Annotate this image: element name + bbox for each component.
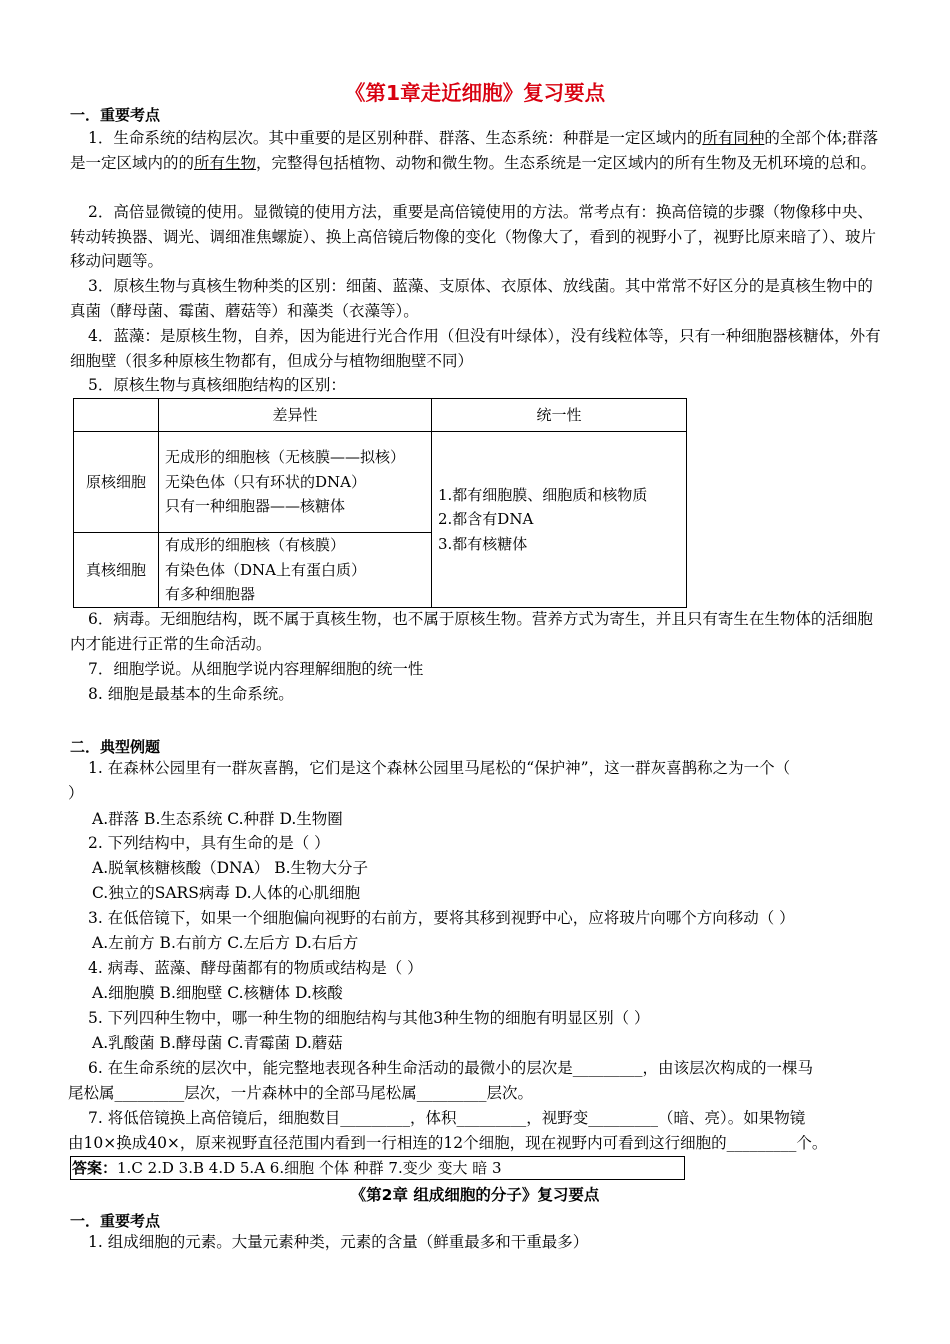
header-unity: 统一性 [432, 399, 687, 432]
table-corner-cell [74, 399, 159, 432]
question-2-options-2: C.独立的SARS病毒 D.人体的心肌细胞 [92, 884, 361, 902]
paragraph-1-text-b: 的全部个体;群落是一定区域内的的 [70, 129, 879, 172]
unity-3: 3.都有核糖体 [438, 534, 528, 553]
unity-2: 2.都含有DNA [438, 510, 534, 528]
comparison-table [73, 398, 687, 608]
paragraph-2: 2．高倍显微镜的使用。显微镜的使用方法，重要是高倍镜使用的方法。常考点有：换高倍镜的步骤（物像移中央、转动转换器、调光、调细准焦螺旋）、换上高倍镜后物像的变化（物像大了，看到的视野小了，视野比原来暗了）、玻片移动问题等。 [70, 203, 877, 270]
row-label-eukaryote: 真核细胞 [74, 533, 159, 608]
section2-heading: 二．典型例题 [70, 738, 161, 756]
eukaryote-diff-1: 有成形的细胞核（有核膜） [165, 536, 346, 554]
prokaryote-diff-3: 只有一种细胞器——核糖体 [165, 497, 346, 516]
paragraph-8: 8. 细胞是最基本的生命系统。 [88, 685, 294, 703]
question-7: 7. 将低倍镜换上高倍镜后，细胞数目_________，体积_________，视野变_________（暗、亮）。如果物镜 [88, 1109, 806, 1127]
eukaryote-diff-cell [159, 533, 432, 608]
underline-all-same-species: 所有同种 [702, 129, 765, 147]
unity-1: 1.都有细胞膜、细胞质和核物质 [438, 485, 648, 504]
paragraph-4: 4．蓝藻：是原核生物，自养，因为能进行光合作用（但没有叶绿体），没有线粒体等，只有一种细胞器核糖体，外有细胞壁（很多种原核生物都有，但成分与植物细胞壁不同） [70, 327, 881, 370]
question-6-cont: 尾松属_________层次，一片森林中的全部马尾松属_________层次。 [68, 1084, 534, 1102]
question-4: 4. 病毒、蓝藻、酵母菌都有的物质或结构是（ ） [88, 959, 423, 977]
row-label-prokaryote: 原核细胞 [74, 432, 159, 533]
question-2-options-1: A.脱氧核糖核酸（DNA） B.生物大分子 [92, 859, 369, 877]
paragraph-6: 6．病毒。无细胞结构，既不属于真核生物，也不属于原核生物。营养方式为寄生，并且只有寄生在生物体的活细胞内才能进行正常的生命活动。 [70, 610, 873, 653]
question-1: 1. 在森林公园里有一群灰喜鹊，它们是这个森林公园里马尾松的“保护神”，这一群灰喜鹊称之为一个（ [88, 759, 791, 777]
paragraph-1-text-c: ，完整得包括植物、动物和微生物。生态系统是一定区域内的所有生物及无机环境的总和。 [256, 153, 877, 172]
question-5: 5. 下列四种生物中，哪一种生物的细胞结构与其他3种生物的细胞有明显区别（ ） [88, 1009, 650, 1027]
paragraph-3: 3．原核生物与真核生物种类的区别：细菌、蓝藻、支原体、衣原体、放线菌。其中常常不好区分的是真核生物中的真菌（酵母菌、霉菌、蘑菇等）和藻类（衣藻等）。 [70, 277, 873, 320]
section1-heading: 一．重要考点 [70, 106, 161, 124]
table-row-prokaryote [74, 432, 687, 533]
chapter2-title: 《第2章 组成细胞的分子》复习要点 [350, 1186, 600, 1204]
paragraph-5: 5．原核生物与真核细胞结构的区别： [88, 376, 346, 394]
question-7-cont: 由10×换成40×，原来视野直径范围内看到一行相连的12个细胞，现在视野内可看到这行细胞的_________个。 [68, 1134, 828, 1152]
paragraph-1-text-a: 1．生命系统的结构层次。其中重要的是区别种群、群落、生态系统：种群是一定区域内的 [88, 129, 703, 147]
question-6: 6. 在生命系统的层次中，能完整地表现各种生命活动的最微小的层次是_________，由该层次构成的一棵马 [88, 1059, 813, 1077]
unity-cell [432, 432, 687, 608]
paragraph-7: 7．细胞学说。从细胞学说内容理解细胞的统一性 [88, 660, 424, 678]
answer-label: 答案： [72, 1159, 118, 1177]
question-1-options: A.群落 B.生态系统 C.种群 D.生物圈 [92, 810, 343, 828]
question-2: 2. 下列结构中，具有生命的是（ ） [88, 834, 330, 852]
question-1-end: ） [68, 784, 84, 802]
header-diff: 差异性 [159, 399, 432, 432]
chapter1-title: 《第1章走近细胞》复习要点 [344, 81, 606, 105]
question-3: 3. 在低倍镜下，如果一个细胞偏向视野的右前方，要将其移到视野中心，应将玻片向哪个方向移动（ ） [88, 909, 795, 927]
eukaryote-diff-2: 有染色体（DNA上有蛋白质） [165, 560, 366, 579]
underline-all-organisms: 所有生物 [194, 153, 257, 172]
prokaryote-diff-2: 无染色体（只有环状的DNA） [165, 472, 366, 491]
prokaryote-diff-cell [159, 432, 432, 533]
question-5-options: A.乳酸菌 B.酵母菌 C.青霉菌 D.蘑菇 [92, 1034, 343, 1052]
answer-box [70, 1156, 685, 1180]
section3-heading: 一．重要考点 [70, 1212, 161, 1230]
chapter2-paragraph-1: 1. 组成细胞的元素。大量元素种类，元素的含量（鲜重最多和干重最多） [88, 1233, 589, 1251]
question-3-options: A.左前方 B.右前方 C.左后方 D.右后方 [92, 934, 359, 952]
table-header-row [74, 399, 687, 432]
paragraph-1 [70, 126, 882, 175]
question-4-options: A.细胞膜 B.细胞壁 C.核糖体 D.核酸 [92, 984, 343, 1002]
prokaryote-diff-1: 无成形的细胞核（无核膜——拟核） [165, 448, 406, 467]
eukaryote-diff-3: 有多种细胞器 [165, 585, 256, 603]
answer-text: 1.C 2.D 3.B 4.D 5.A 6.细胞 个体 种群 7.变少 变大 暗 3 [117, 1159, 502, 1177]
